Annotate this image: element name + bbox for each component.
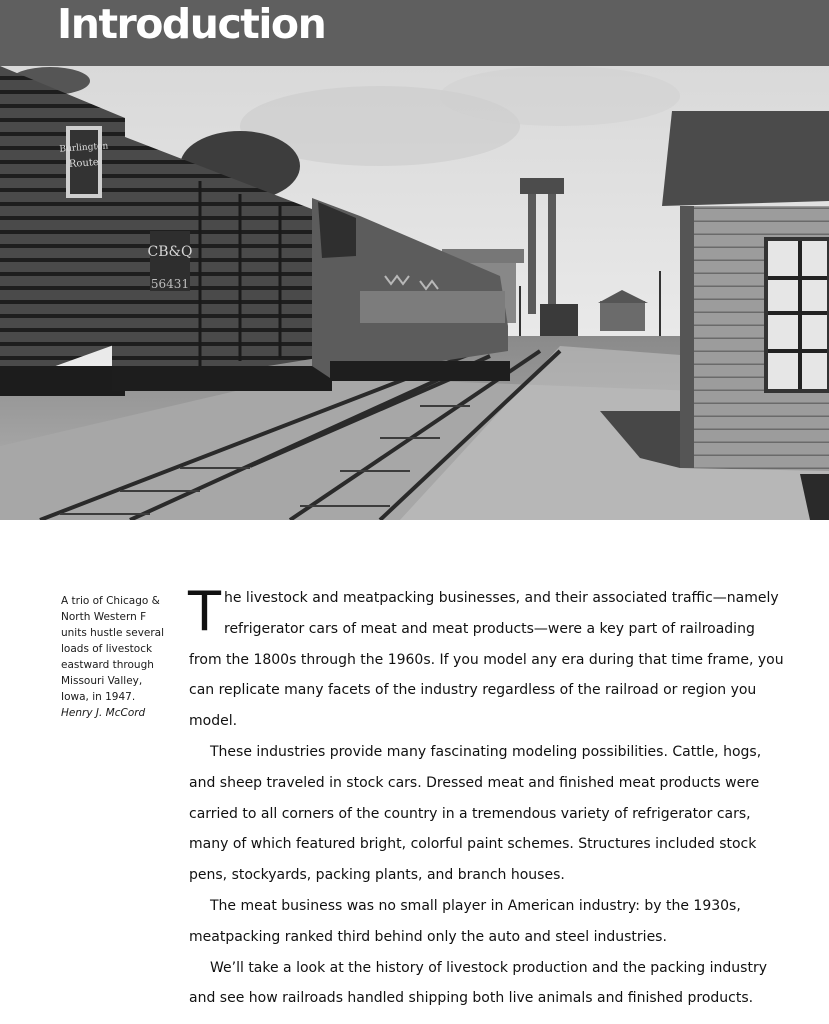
paragraph-3: The meat business was no small player in American industry: by the 1930s, meatpacking ranked third behind only the auto and steel industries. <box>189 897 741 945</box>
chapter-title: Introduction <box>57 0 326 48</box>
paragraph-1 <box>188 580 789 737</box>
drop-cap: T <box>188 580 221 643</box>
intro-body <box>188 580 789 1014</box>
railyard-photo <box>0 66 829 520</box>
paragraph-1-text: he livestock and meatpacking businesses, and their associated traffic—namely refrigerator cars of meat and meat products—were a key part of railroading from the 1800s through the 1960s. If you model any era during that time frame, you can replicate many facets of the industry regardless of the railroad or region you model. <box>189 590 784 730</box>
svg-text:Route: Route <box>68 156 100 171</box>
svg-text:Burlington: Burlington <box>59 141 109 155</box>
svg-text:CB&Q: CB&Q <box>147 244 193 260</box>
paragraph-4: We’ll take a look at the history of livestock production and the packing industry and see how railroads handled shipping both live animals and finished products. <box>189 959 767 1007</box>
paragraph-2: These industries provide many fascinating modeling possibilities. Cattle, hogs, and sheep traveled in stock cars. Dressed meat and finished meat products were carried to all corners of the country in a tremendous variety of refrigerator cars, many of which featured bright, colorful paint schemes. Structures included stock pens, stockyards, packing plants, and branch houses. <box>189 743 762 884</box>
caption-text: A trio of Chicago & North Western F units hustle several loads of livestock eastward through Missouri Valley, Iowa, in 1947. <box>61 595 165 703</box>
chapter-header <box>0 0 829 66</box>
photo-credit: Henry J. McCord <box>61 707 146 719</box>
photo-caption <box>61 593 171 721</box>
svg-text:56431: 56431 <box>150 277 190 291</box>
